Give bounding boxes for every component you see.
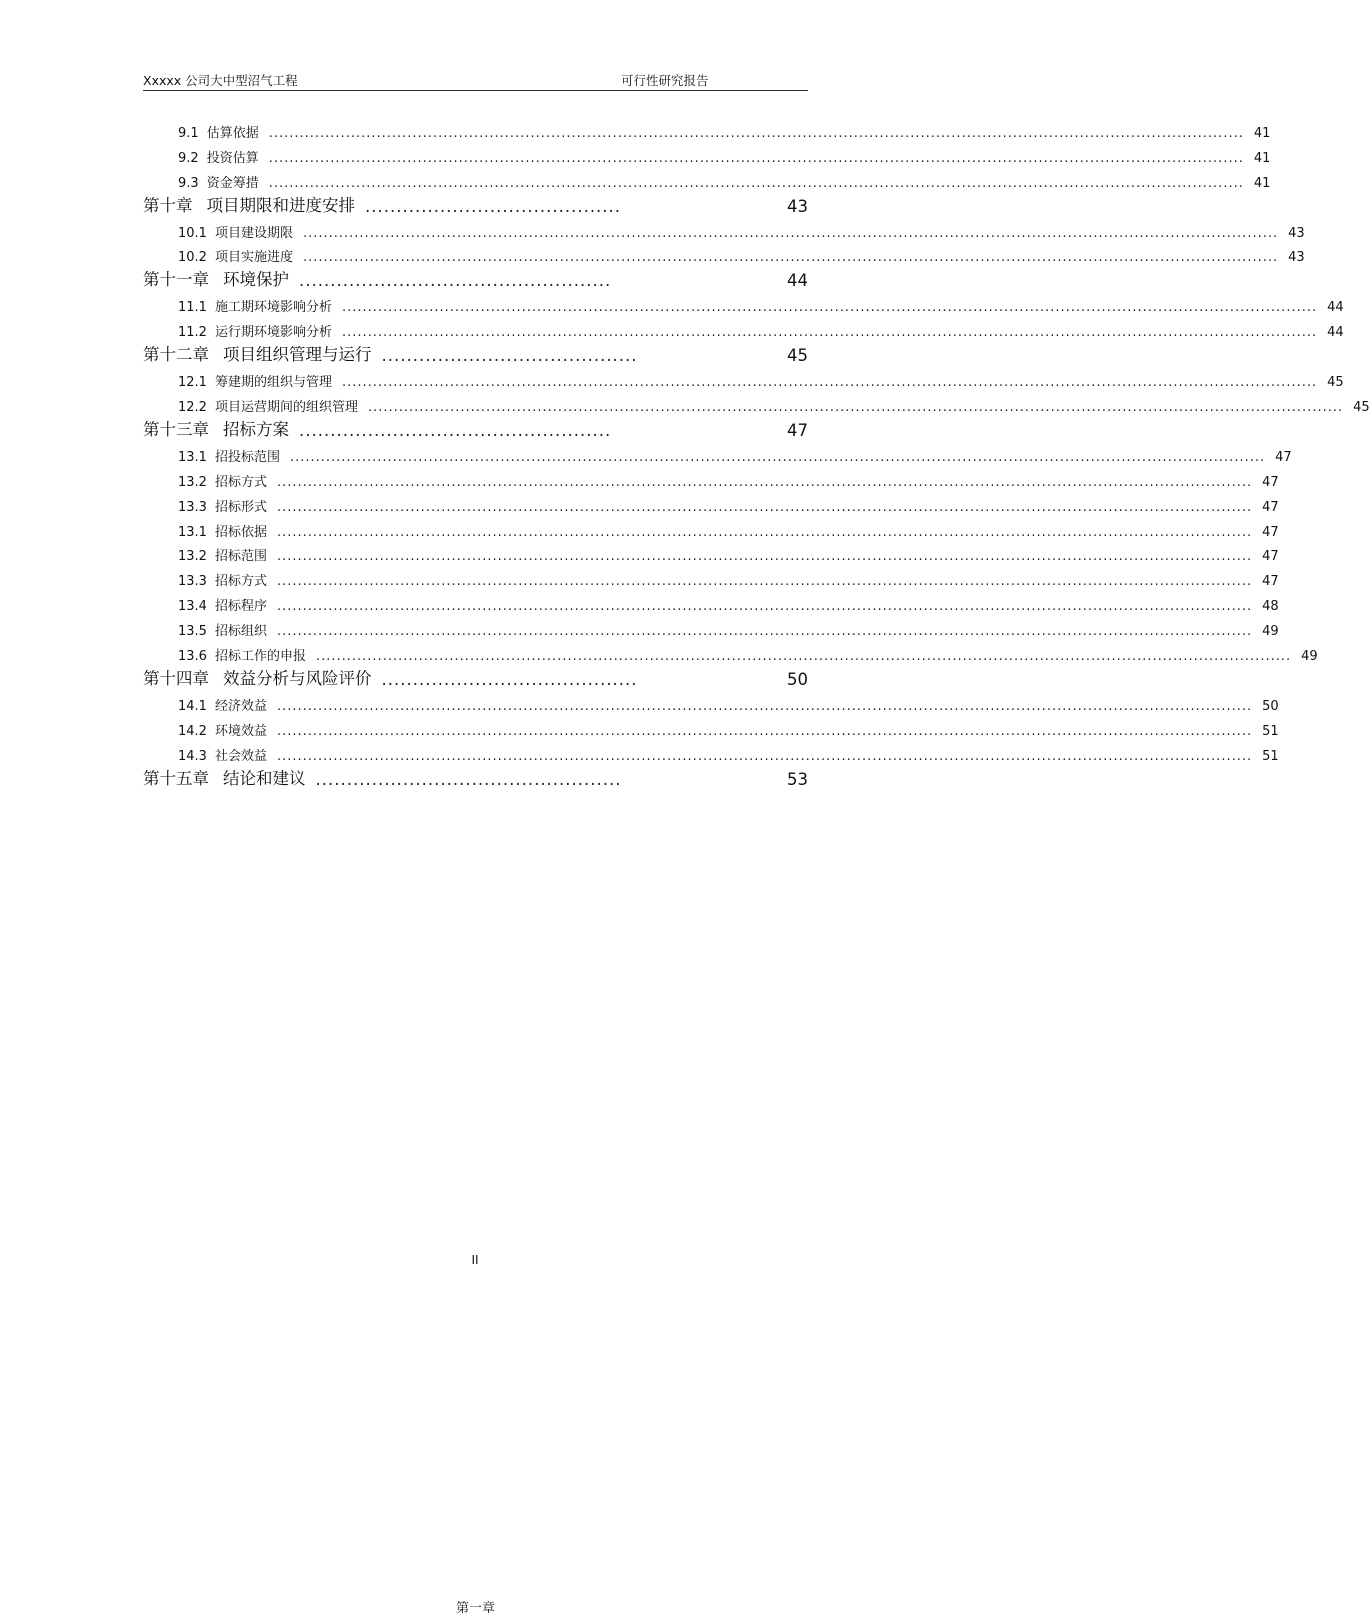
toc-entry-title: 招标工作的申报 <box>214 649 306 665</box>
toc-entry-number: 12.1 <box>178 375 207 391</box>
toc-entry-number: 13.4 <box>178 599 207 615</box>
toc-entry-number: 13.1 <box>178 449 207 465</box>
toc-dot-leader: ................................................. <box>315 769 622 789</box>
toc-dot-leader: .............................................................................................................................................................................................. <box>268 150 1244 166</box>
toc-entry-title: 环境保护 <box>223 270 289 290</box>
toc-section-entry[interactable] <box>143 315 1344 341</box>
toc-entry-number: 13.3 <box>178 499 207 515</box>
toc-entry-page: 50 <box>1262 698 1279 714</box>
toc-entry-title: 项目建设期限 <box>214 225 293 241</box>
toc-entry-number: 10.1 <box>178 225 207 241</box>
toc-entry-title: 项目组织管理与运行 <box>223 345 372 365</box>
toc-section-entry[interactable] <box>143 540 1279 565</box>
toc-dot-leader: .............................................................................................................................................................................................. <box>276 748 1253 764</box>
toc-entry-number: 第十章 <box>143 195 193 215</box>
toc-entry-number: 11.1 <box>178 300 207 316</box>
toc-dot-leader: .............................................................................................................................................................................................. <box>276 624 1253 640</box>
toc-dot-leader: .............................................................................................................................................................................................. <box>302 250 1279 266</box>
toc-dot-leader: .............................................................................................................................................................................................. <box>276 698 1253 714</box>
header-report-type: 可行性研究报告 <box>621 73 709 88</box>
toc-entry-page: 43 <box>1288 225 1305 241</box>
toc-entry-title: 项目实施进度 <box>214 250 293 266</box>
toc-entry-title: 招标组织 <box>214 624 267 640</box>
toc-entry-title: 效益分析与风险评价 <box>223 669 372 689</box>
toc-entry-title: 招标程序 <box>214 599 267 615</box>
toc-section-entry[interactable] <box>143 116 1271 141</box>
toc-entry-title: 项目运营期间的组织管理 <box>214 400 358 416</box>
toc-entry-number: 10.2 <box>178 250 207 266</box>
toc-entry-page: 47 <box>1262 574 1279 590</box>
page-number: II <box>471 1253 479 1267</box>
toc-entry-page: 49 <box>1301 649 1318 665</box>
toc-dot-leader: .............................................................................................................................................................................................. <box>315 649 1292 665</box>
toc-entry-page: 44 <box>787 271 808 291</box>
toc-entry-page: 47 <box>1262 549 1279 565</box>
toc-entry-page: 48 <box>1262 599 1279 615</box>
toc-dot-leader: .............................................................................................................................................................................................. <box>276 574 1253 590</box>
toc-entry-title: 运行期环境影响分析 <box>214 325 332 341</box>
toc-section-entry[interactable] <box>143 614 1279 640</box>
toc-section-entry[interactable] <box>143 739 1279 764</box>
toc-dot-leader: .............................................................................................................................................................................................. <box>276 474 1253 490</box>
toc-entry-number: 9.3 <box>178 175 199 191</box>
toc-entry-number: 13.2 <box>178 474 207 490</box>
toc-entry-title: 招标方式 <box>214 474 267 490</box>
toc-section-entry[interactable] <box>143 714 1279 739</box>
toc-dot-leader: .............................................................................................................................................................................................. <box>289 449 1266 465</box>
toc-dot-leader: .............................................................................................................................................................................................. <box>276 723 1253 739</box>
toc-chapter-entry[interactable] <box>143 664 808 689</box>
toc-dot-leader: .............................................................................................................................................................................................. <box>341 325 1318 341</box>
toc-entry-page: 50 <box>787 670 808 690</box>
toc-section-entry[interactable] <box>143 490 1279 515</box>
toc-entry-page: 53 <box>787 769 808 789</box>
toc-entry-title: 资金筹措 <box>206 175 259 191</box>
toc-entry-number: 第十四章 <box>143 669 209 689</box>
toc-entry-page: 45 <box>787 346 808 366</box>
toc-chapter-entry[interactable] <box>143 415 808 440</box>
toc-entry-title: 项目期限和进度安排 <box>206 195 355 215</box>
toc-dot-leader: .............................................................................................................................................................................................. <box>276 599 1253 615</box>
toc-section-entry[interactable] <box>143 689 1279 714</box>
toc-entry-number: 第十一章 <box>143 270 209 290</box>
toc-entry-number: 14.1 <box>178 698 207 714</box>
toc-entry-title: 施工期环境影响分析 <box>214 300 332 316</box>
toc-entry-number: 14.3 <box>178 748 207 764</box>
toc-entry-title: 社会效益 <box>214 748 267 764</box>
toc-entry-page: 44 <box>1327 300 1344 316</box>
toc-dot-leader: .................................................. <box>299 271 612 291</box>
toc-entry-number: 第十三章 <box>143 420 209 440</box>
toc-dot-leader: .............................................................................................................................................................................................. <box>276 549 1253 565</box>
toc-section-entry[interactable] <box>143 141 1271 166</box>
toc-entry-number: 第十五章 <box>143 768 209 788</box>
toc-section-entry[interactable] <box>143 290 1344 316</box>
toc-entry-title: 招投标范围 <box>214 449 280 465</box>
toc-dot-leader: .............................................................................................................................................................................................. <box>268 175 1244 191</box>
toc-entry-title: 招标依据 <box>214 524 267 540</box>
page-header <box>143 68 808 91</box>
toc-entry-page: 51 <box>1262 723 1279 739</box>
toc-dot-leader: .............................................................................................................................................................................................. <box>276 499 1253 515</box>
toc-section-entry[interactable] <box>143 589 1279 615</box>
toc-entry-title: 投资估算 <box>206 150 259 166</box>
toc-entry-page: 44 <box>1327 325 1344 341</box>
toc-entry-title: 筹建期的组织与管理 <box>214 375 332 391</box>
toc-entry-page: 47 <box>1262 474 1279 490</box>
toc-section-entry[interactable] <box>143 216 1305 241</box>
toc-entry-page: 47 <box>787 421 808 441</box>
toc-chapter-entry[interactable] <box>143 191 808 216</box>
toc-dot-leader: .............................................................................................................................................................................................. <box>341 375 1318 391</box>
toc-dot-leader: ......................................... <box>365 196 622 216</box>
toc-entry-title: 招标形式 <box>214 499 267 515</box>
chapter-one-heading: 第一章 <box>455 1600 495 1616</box>
toc-entry-page: 43 <box>787 196 808 216</box>
toc-dot-leader: .............................................................................................................................................................................................. <box>302 225 1279 241</box>
toc-dot-leader: ......................................... <box>381 346 638 366</box>
toc-section-entry[interactable] <box>143 365 1344 391</box>
toc-dot-leader: .............................................................................................................................................................................................. <box>367 400 1344 416</box>
toc-entry-number: 13.6 <box>178 649 207 665</box>
toc-chapter-entry[interactable] <box>143 265 808 290</box>
toc-entry-page: 45 <box>1327 375 1344 391</box>
toc-section-entry[interactable] <box>143 639 1318 665</box>
toc-entry-number: 13.2 <box>178 549 207 565</box>
toc-entry-number: 第十二章 <box>143 345 209 365</box>
toc-section-entry[interactable] <box>143 166 1271 191</box>
toc-dot-leader: ......................................... <box>381 670 638 690</box>
toc-section-entry[interactable] <box>143 515 1279 540</box>
toc-entry-page: 41 <box>1253 125 1271 141</box>
toc-section-entry[interactable] <box>143 564 1279 590</box>
toc-dot-leader: .............................................................................................................................................................................................. <box>341 300 1318 316</box>
toc-chapter-entry[interactable] <box>143 764 808 789</box>
toc-dot-leader: .............................................................................................................................................................................................. <box>268 125 1244 141</box>
toc-entry-page: 41 <box>1253 175 1271 191</box>
toc-entry-title: 招标方案 <box>223 420 289 440</box>
toc-entry-title: 招标范围 <box>214 549 267 565</box>
header-company-title: Xxxxx 公司大中型沼气工程 <box>143 73 298 88</box>
toc-entry-page: 47 <box>1262 524 1279 540</box>
toc-entry-number: 14.2 <box>178 723 207 739</box>
toc-chapter-entry[interactable] <box>143 340 808 365</box>
toc-dot-leader: .................................................. <box>299 421 612 441</box>
toc-entry-page: 47 <box>1275 449 1292 465</box>
toc-section-entry[interactable] <box>143 390 1370 416</box>
toc-entry-number: 9.1 <box>178 125 199 141</box>
toc-entry-number: 13.5 <box>178 624 207 640</box>
toc-section-entry[interactable] <box>143 465 1279 490</box>
toc-entry-number: 11.2 <box>178 325 207 341</box>
toc-entry-title: 结论和建议 <box>223 768 306 788</box>
toc-entry-page: 45 <box>1353 400 1370 416</box>
toc-section-entry[interactable] <box>143 440 1292 465</box>
toc-entry-title: 招标方式 <box>214 574 267 590</box>
toc-entry-page: 41 <box>1253 150 1271 166</box>
toc-entry-number: 13.1 <box>178 524 207 540</box>
toc-entry-number: 9.2 <box>178 150 199 166</box>
toc-entry-title: 环境效益 <box>214 723 267 739</box>
toc-entry-page: 43 <box>1288 250 1305 266</box>
toc-entry-number: 12.2 <box>178 400 207 416</box>
toc-entry-page: 51 <box>1262 748 1279 764</box>
toc-entry-page: 47 <box>1262 499 1279 515</box>
toc-entry-page: 49 <box>1262 624 1279 640</box>
toc-entry-title: 经济效益 <box>214 698 267 714</box>
toc-dot-leader: .............................................................................................................................................................................................. <box>276 524 1253 540</box>
toc-entry-number: 13.3 <box>178 574 207 590</box>
toc-entry-title: 估算依据 <box>206 125 259 141</box>
toc-section-entry[interactable] <box>143 241 1305 266</box>
